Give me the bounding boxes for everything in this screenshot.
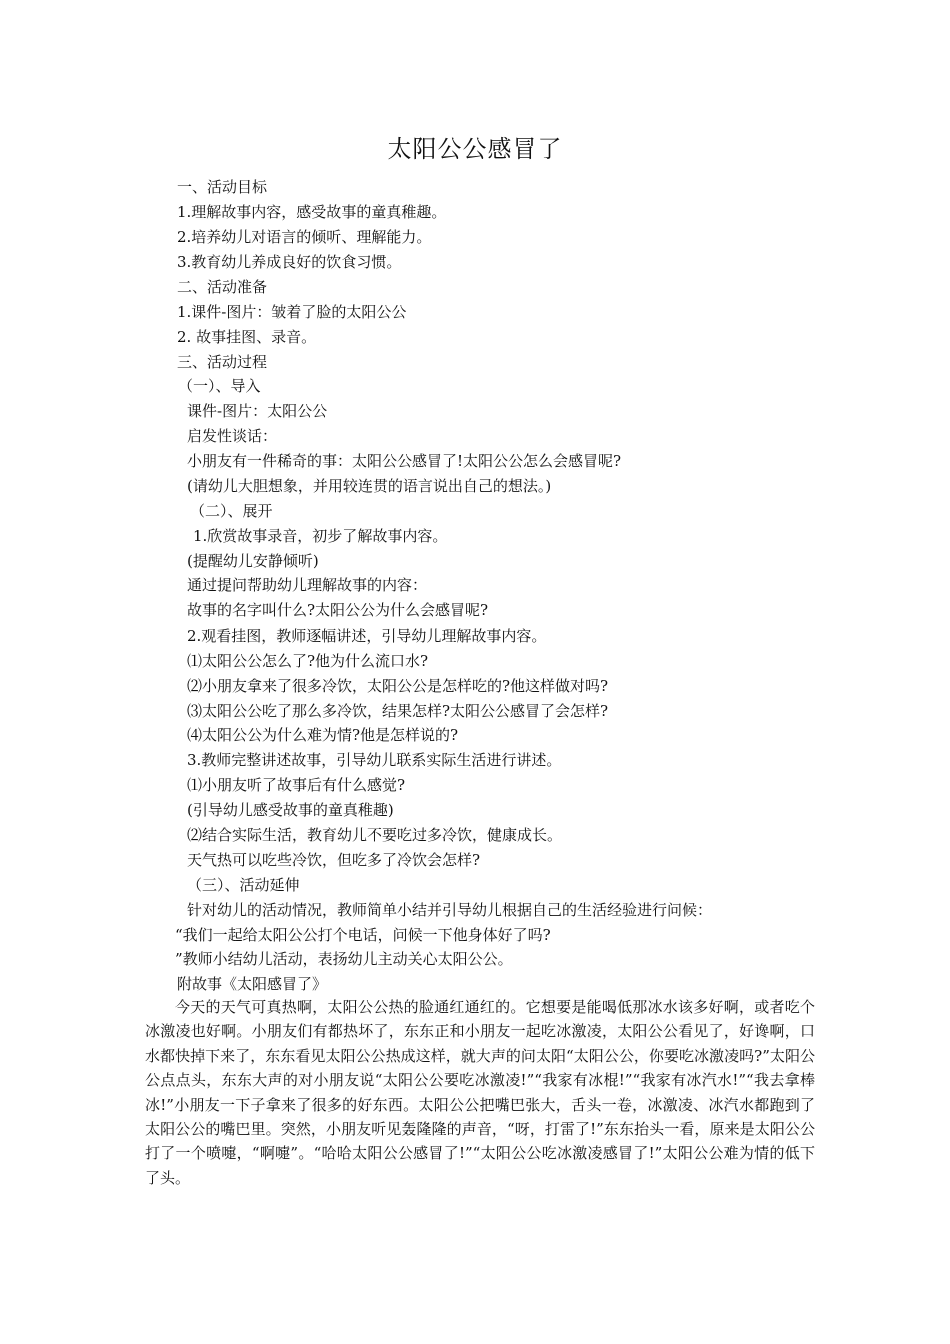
subsection-heading: （二）、展开 <box>190 502 273 520</box>
preparation-item: 2. 故事挂图、录音。 <box>177 328 317 346</box>
appendix-heading: 附故事《太阳感冒了》 <box>177 975 328 993</box>
question-item: ⑴太阳公公怎么了?他为什么流口水? <box>187 652 429 670</box>
text-line: 1.欣赏故事录音，初步了解故事内容。 <box>193 527 448 545</box>
goal-item: 3.教育幼儿养成良好的饮食习惯。 <box>177 253 402 271</box>
text-line: “我们一起给太阳公公打个电话，问候一下他身体好了吗? <box>175 926 551 944</box>
text-line: (提醒幼儿安静倾听) <box>187 552 319 570</box>
question-item: ⑷太阳公公为什么难为情?他是怎样说的? <box>187 726 459 744</box>
text-line: (引导幼儿感受故事的童真稚趣) <box>187 801 394 819</box>
subsection-heading: （一）、导入 <box>178 377 261 395</box>
text-line: 2.观看挂图，教师逐幅讲述，引导幼儿理解故事内容。 <box>187 627 547 645</box>
question-item: ⑴小朋友听了故事后有什么感觉? <box>187 776 406 794</box>
goal-item: 2.培养幼儿对语言的倾听、理解能力。 <box>177 228 432 246</box>
text-line: 故事的名字叫什么?太阳公公为什么会感冒呢? <box>187 601 489 619</box>
text-line: 小朋友有一件稀奇的事：太阳公公感冒了!太阳公公怎么会感冒呢? <box>187 452 622 470</box>
text-line: ”教师小结幼儿活动，表扬幼儿主动关心太阳公公。 <box>175 950 513 968</box>
question-item: ⑵结合实际生活，教育幼儿不要吃过多冷饮，健康成长。 <box>187 826 563 844</box>
text-line: 针对幼儿的活动情况，教师简单小结并引导幼儿根据自己的生活经验进行问候： <box>187 901 713 919</box>
section-heading-goals: 一、活动目标 <box>177 178 268 196</box>
subsection-heading: （三）、活动延伸 <box>187 876 300 894</box>
goal-item: 1.理解故事内容，感受故事的童真稚趣。 <box>177 203 447 221</box>
text-line: 课件-图片：太阳公公 <box>187 402 328 420</box>
text-line: (请幼儿大胆想象，并用较连贯的语言说出自己的想法。) <box>187 477 552 495</box>
text-line: 3.教师完整讲述故事，引导幼儿联系实际生活进行讲述。 <box>187 751 562 769</box>
text-line: 启发性谈话： <box>187 427 278 445</box>
story-paragraph: 今天的天气可真热啊，太阳公公热的脸通红通红的。它想要是能喝低那冰水该多好啊，或者吃个冰激凌也好啊。小朋友们有都热坏了，东东正和小朋友一起吃冰激凌，太阳公公看见了，好谗啊，口水都快掉下来了，东东看见太阳公公热成这样，就大声的问太阳“太阳公公，你要吃冰激凌吗?”太阳公公点点头，东东大声的对小朋友说“太阳公公要吃冰激凌!”“我家有冰棍!”“我家有冰汽水!”“我去拿棒冰!”小朋友一下子拿来了很多的好东西。太阳公公把嘴巴张大，舌头一卷，冰激凌、冰汽水都跑到了太阳公公的嘴巴里。突然，小朋友听见轰隆隆的声音，“呀，打雷了!”东东抬头一看，原来是太阳公公打了一个喷嚏，“啊嚏”。“哈哈太阳公公感冒了!”“太阳公公吃冰激凌感冒了!”太阳公公难为情的低下了头。 <box>145 998 815 1187</box>
section-heading-process: 三、活动过程 <box>177 353 268 371</box>
section-heading-preparation: 二、活动准备 <box>177 278 268 296</box>
question-item: ⑶太阳公公吃了那么多冷饮，结果怎样?太阳公公感冒了会怎样? <box>187 702 609 720</box>
page-title: 太阳公公感冒了 <box>387 135 563 163</box>
question-item: ⑵小朋友拿来了很多冷饮，太阳公公是怎样吃的?他这样做对吗? <box>187 677 609 695</box>
preparation-item: 1.课件-图片：皱着了脸的太阳公公 <box>177 303 407 321</box>
text-line: 通过提问帮助幼儿理解故事的内容： <box>187 576 428 594</box>
text-line: 天气热可以吃些冷饮，但吃多了冷饮会怎样? <box>187 851 481 869</box>
